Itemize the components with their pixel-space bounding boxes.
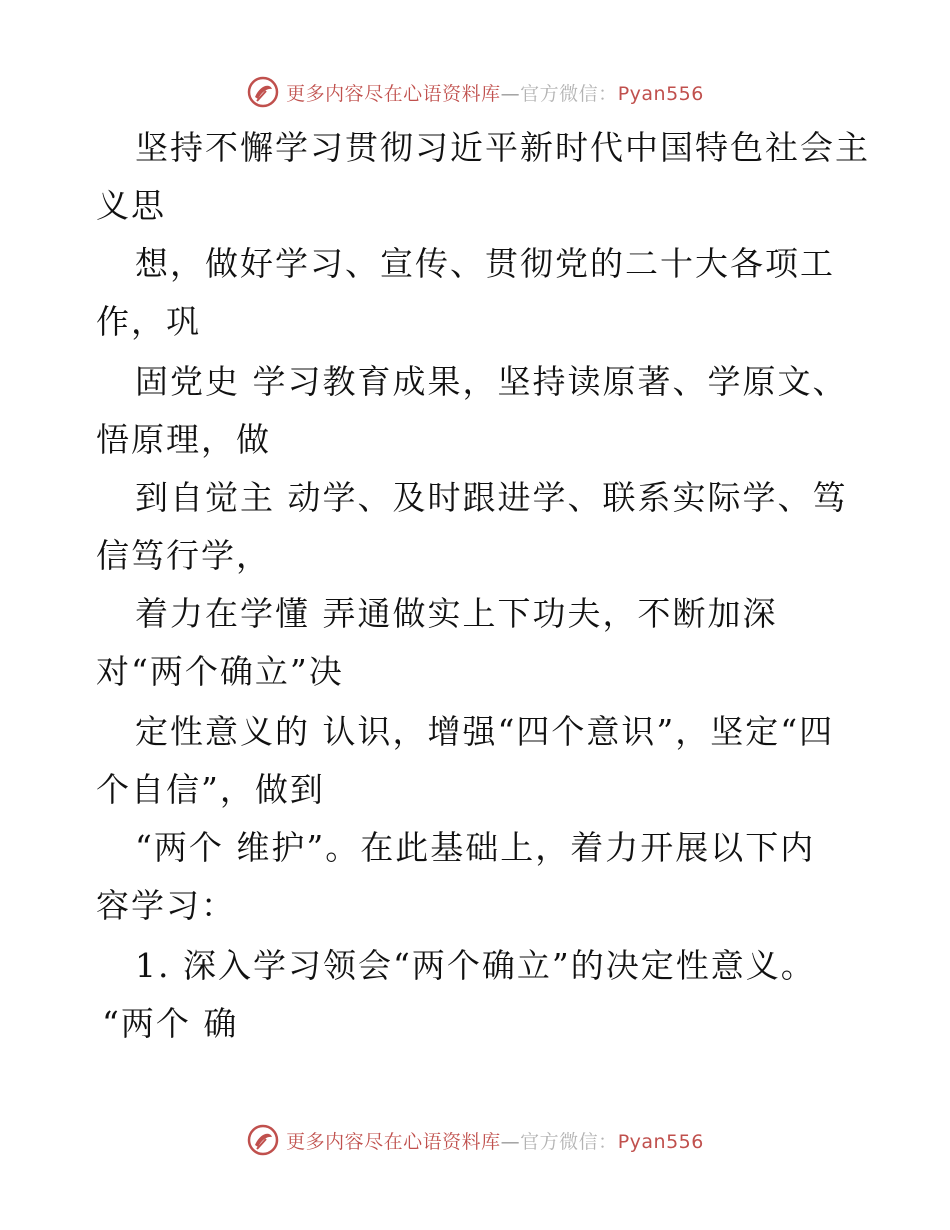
pen-swirl-logo-icon bbox=[246, 75, 280, 109]
body-line-10: 对“两个确立”决 bbox=[96, 652, 344, 691]
header-banner-text bbox=[286, 79, 704, 106]
header-banner bbox=[0, 72, 950, 112]
header-wechat-id: Pyan556 bbox=[617, 82, 704, 105]
body-line-1: 坚持不懈学习贯彻习近平新时代中国特色社会主 bbox=[135, 128, 870, 167]
body-line-8: 信笃行学， bbox=[96, 536, 271, 575]
footer-banner bbox=[0, 1120, 950, 1160]
body-line-3: 想，做好学习、宣传、贯彻党的二十大各项工 bbox=[135, 244, 835, 283]
pen-swirl-logo-icon bbox=[246, 1123, 280, 1157]
footer-banner-title: 更多内容尽在心语资料库 bbox=[286, 1130, 501, 1153]
body-line-5: 固党史 学习教育成果，坚持读原著、学原文、 bbox=[135, 362, 848, 401]
footer-wechat-label: 官方微信： bbox=[520, 1130, 618, 1153]
header-banner-separator: — bbox=[500, 82, 521, 105]
footer-wechat-id: Pyan556 bbox=[617, 1130, 704, 1153]
body-line-14: 容学习： bbox=[96, 886, 236, 925]
body-line-2: 义思 bbox=[96, 186, 166, 225]
body-line-13: “两个 维护”。在此基础上，着力开展以下内 bbox=[135, 828, 816, 867]
body-line-12: 个自信”，做到 bbox=[96, 770, 325, 809]
header-wechat-label: 官方微信： bbox=[520, 82, 618, 105]
header-banner-title: 更多内容尽在心语资料库 bbox=[286, 82, 501, 105]
body-line-11: 定性意义的 认识，增强“四个意识”，坚定“四 bbox=[135, 712, 835, 751]
body-line-9: 着力在学懂 弄通做实上下功夫，不断加深 bbox=[135, 594, 778, 633]
body-line-16: “两个 确 bbox=[102, 1004, 239, 1043]
body-line-6: 悟原理，做 bbox=[96, 420, 271, 459]
footer-banner-text bbox=[286, 1127, 704, 1154]
footer-banner-separator: — bbox=[500, 1130, 521, 1153]
body-line-7: 到自觉主 动学、及时跟进学、联系实际学、笃 bbox=[135, 478, 848, 517]
body-line-15: 1. 深入学习领会“两个确立”的决定性意义。 bbox=[135, 946, 816, 985]
body-line-4: 作，巩 bbox=[96, 302, 201, 341]
